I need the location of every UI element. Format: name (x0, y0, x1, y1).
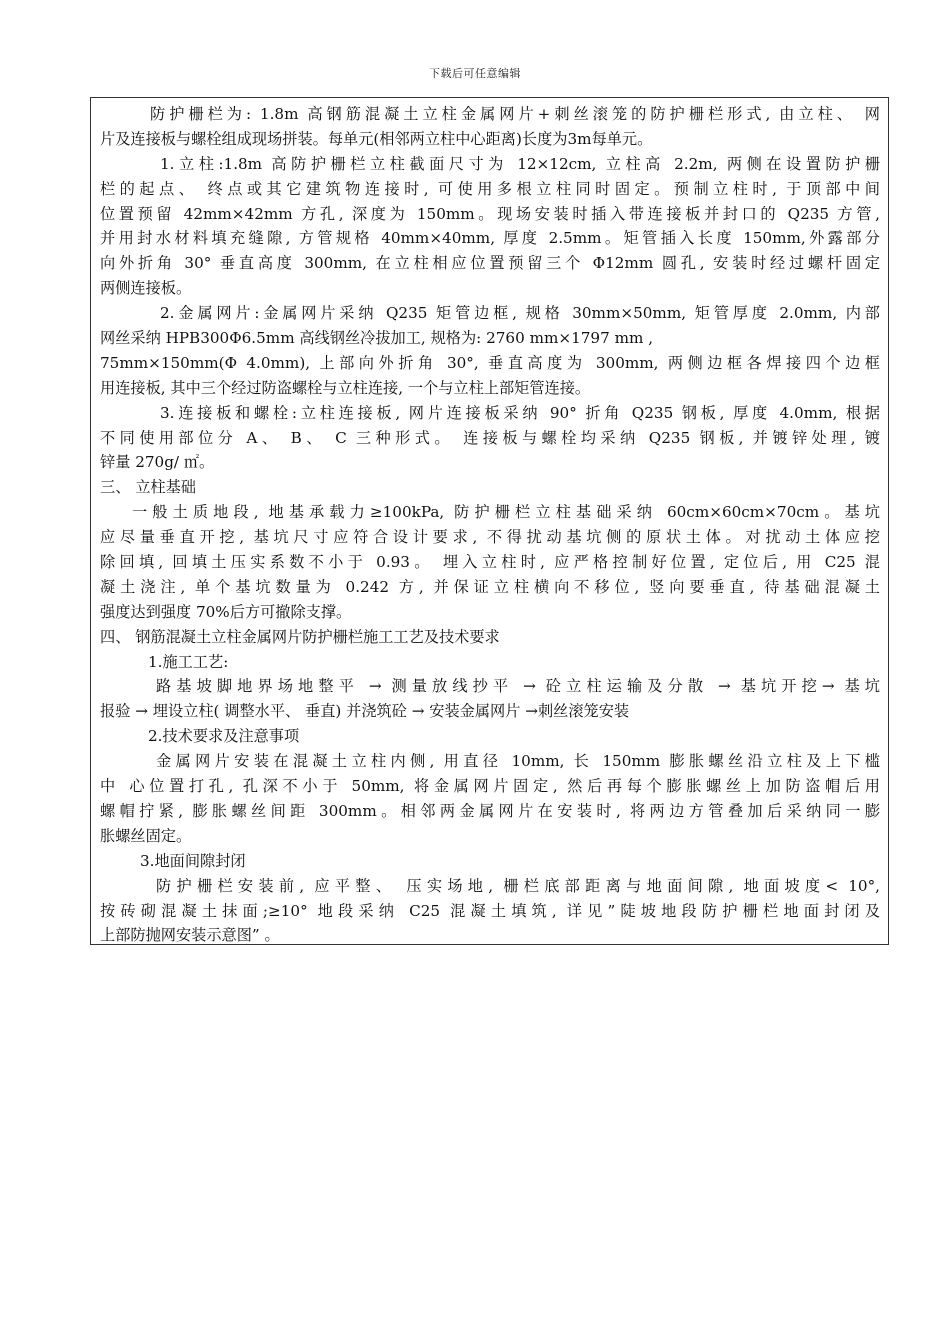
section-heading: 三、 立柱基础 (100, 478, 196, 497)
text-line: 2.金属网片:金属网片采纳 Q235 矩管边框, 规格 30mm×50mm, 矩管厚度 2.0mm, 内部 (160, 304, 880, 323)
text-line: 向外折角 30° 垂直高度 300mm, 在立柱相应位置预留三个 Φ12mm 圆孔, 安装时经过螺杆固定 (100, 254, 880, 273)
text-line: 金属网片安装在混凝土立柱内侧, 用直径 10mm, 长 150mm 膨胀螺丝沿立柱及上下槛 (156, 752, 880, 771)
text-line: 75mm×150mm(Φ 4.0mm), 上部向外折角 30°, 垂直高度为 300mm, 两侧边框各焊接四个边框 (100, 353, 880, 372)
text-line: 并用封水材料填充缝隙, 方管规格 40mm×40mm, 厚度 2.5mm。矩管插入长度 150mm,外露部分 (100, 229, 880, 248)
subsection-heading: 1.施工工艺: (148, 652, 229, 671)
text-line: 中 心位置打孔, 孔深不小于 50mm, 将金属网片固定, 然后再每个膨胀螺丝上加防盗帽后用 (100, 777, 880, 796)
text-line: 螺帽拧紧, 膨胀螺丝间距 300mm。相邻两金属网片在安装时, 将两边方管叠加后采纳同一膨 (100, 801, 880, 820)
text-line: 防护栅栏为: 1.8m 高钢筋混凝土立柱金属网片+刺丝滚笼的防护栅栏形式, 由立柱、 网 (150, 105, 880, 123)
section-heading: 四、 钢筋混凝土立柱金属网片防护栅栏施工工艺及技术要求 (100, 627, 500, 646)
text-line: 上部防抛网安装示意图” 。 (100, 926, 280, 945)
process-flow-line: 路基坡脚地界场地整平 → 测量放线抄平 → 砼立柱运输及分散 → 基坑开挖→ 基坑 (156, 677, 880, 696)
text-line: 除回填, 回填土压实系数不小于 0.93。 埋入立柱时, 应严格控制好位置, 定位后, 用 C25 混 (100, 553, 880, 572)
text-line: 强度达到强度 70%后方可撤除支撑。 (100, 602, 352, 621)
text-line: 3.连接板和螺栓:立柱连接板, 网片连接板采纳 90° 折角 Q235 钢板, 厚度 4.0mm, 根据 (160, 403, 880, 422)
text-line: 不同使用部位分 A、 B、 C 三种形式。 连接板与螺栓均采纳 Q235 钢板, 并镀锌处理, 镀 (100, 428, 880, 447)
content-box (90, 97, 889, 945)
text-line: 片及连接板与螺栓组成现场拼装。每单元(相邻两立柱中心距离)长度为3m每单元。 (100, 129, 653, 148)
subsection-heading: 3.地面间隙封闭 (140, 851, 246, 870)
text-line: 防护栅栏安装前, 应平整、 压实场地, 栅栏底部距离与地面间隙, 地面坡度< 10°, (156, 876, 880, 895)
subsection-heading: 2.技术要求及注意事项 (148, 727, 300, 746)
page-header: 下载后可任意编辑 (429, 67, 521, 80)
text-line: 凝土浇注, 单个基坑数量为 0.242 方, 并保证立柱横向不移位, 竖向要垂直, 待基础混凝土 (100, 577, 880, 596)
text-line: 栏的起点、 终点或其它建筑物连接时, 可使用多根立柱同时固定。预制立柱时, 于顶部中间 (100, 179, 880, 198)
text-line: 按砖砌混凝土抹面;≥10° 地段采纳 C25 混凝土填筑, 详见”陡坡地段防护栅栏地面封闭及 (100, 901, 880, 920)
text-line: 应尽量垂直开挖, 基坑尺寸应符合设计要求, 不得扰动基坑侧的原状土体。对扰动土体应挖 (100, 528, 880, 547)
text-line: 一般土质地段, 地基承载力≥100kPa, 防护栅栏立柱基础采纳 60cm×60cm×70cm。基坑 (132, 503, 880, 522)
text-line: 锌量 270g/ ㎡。 (100, 453, 215, 472)
text-line: 位置预留 42mm×42mm 方孔, 深度为 150mm。现场安装时插入带连接板并封口的 Q235 方管, (100, 204, 880, 223)
text-line: 1.立柱:1.8m 高防护栅栏立柱截面尺寸为 12×12cm, 立柱高 2.2m, 两侧在设置防护栅 (160, 154, 880, 173)
text-line: 用连接板, 其中三个经过防盗螺栓与立柱连接, 一个与立柱上部矩管连接。 (100, 378, 591, 397)
text-line: 网丝采纳 HPB300Φ6.5mm 高线钢丝冷拔加工, 规格为: 2760 mm×1797 mm , (100, 329, 654, 348)
process-flow-line: 报验 → 埋设立柱( 调整水平、 垂直) 并浇筑砼 → 安装金属网片 →刺丝滚笼安装 (100, 702, 630, 721)
text-line: 两侧连接板。 (100, 279, 192, 298)
text-line: 胀螺丝固定。 (100, 826, 192, 845)
